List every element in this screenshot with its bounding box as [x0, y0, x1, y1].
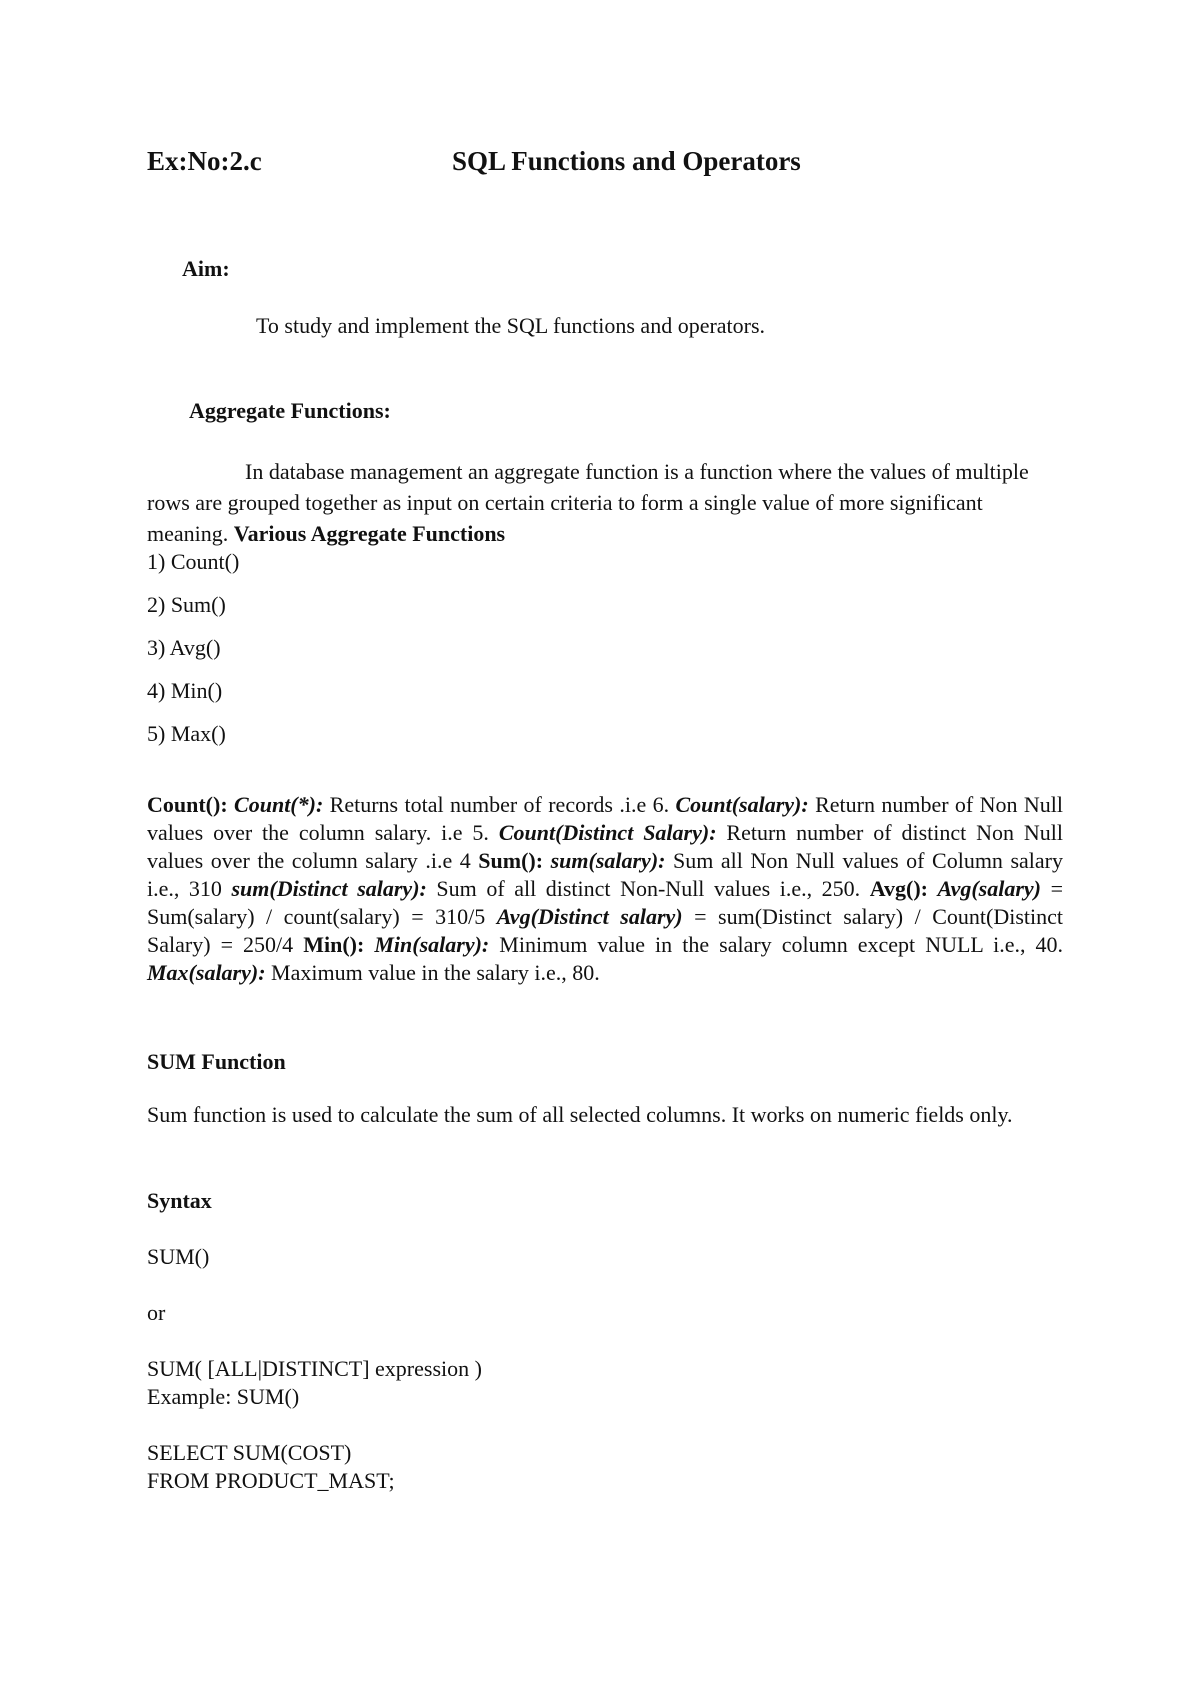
- aggregate-intro: [147, 456, 1063, 549]
- min-salary-term: Min(salary):: [374, 932, 490, 957]
- avg-salary-text: = Sum(salary) / count(salary) = 310/5: [147, 876, 1063, 929]
- syntax-line: SUM( [ALL|DISTINCT] expression ): [147, 1356, 482, 1381]
- list-item: 4) Min(): [147, 678, 223, 703]
- syntax-label: Syntax: [147, 1188, 212, 1213]
- list-item: 3) Avg(): [147, 635, 221, 660]
- count-star-text: Returns total number of records .i.e 6.: [323, 792, 676, 817]
- count-distinct-term: Count(Distinct Salary):: [498, 820, 717, 845]
- syntax-or: or: [147, 1300, 166, 1325]
- count-star-term: Count(*):: [234, 792, 324, 817]
- max-salary-text: Maximum value in the salary i.e., 80.: [265, 960, 600, 985]
- sum-distinct-text: Sum of all distinct Non-Null values i.e., 250.: [426, 876, 870, 901]
- aggregate-heading: Aggregate Functions:: [189, 398, 391, 423]
- sum-function-description: Sum function is used to calculate the sum of all selected columns. It works on numeric fields only.: [147, 1102, 1013, 1127]
- count-label: Count():: [147, 792, 228, 817]
- sum-distinct-term: sum(Distinct salary):: [231, 876, 427, 901]
- avg-distinct-text: = sum(Distinct salary) / Count(Distinct Salary) = 250/4: [147, 904, 1063, 957]
- max-salary-term: Max(salary):: [147, 960, 266, 985]
- syntax-line: SUM(): [147, 1244, 210, 1269]
- exercise-number: Ex:No:2.c: [147, 146, 262, 176]
- aim-label: Aim:: [182, 256, 230, 281]
- count-distinct-text: Return number of distinct Non Null values over the column salary .i.e 4: [147, 820, 1064, 873]
- aim-text: To study and implement the SQL functions and operators.: [256, 313, 766, 338]
- aggregate-intro-text: In database management an aggregate function is a function where the values of multiple rows are grouped together as input on certain criteria to form a single value of more significant meaning.: [147, 459, 1029, 546]
- avg-distinct-term: Avg(Distinct salary): [496, 904, 683, 929]
- min-salary-text: Minimum value in the salary column except NULL i.e., 40.: [489, 932, 1064, 957]
- example-line: Example: SUM(): [147, 1384, 300, 1409]
- list-item: 2) Sum(): [147, 592, 226, 617]
- page-title: SQL Functions and Operators: [452, 146, 801, 176]
- sum-salary-term: sum(salary):: [550, 848, 666, 873]
- min-label: Min():: [303, 932, 365, 957]
- functions-description: [147, 791, 1063, 987]
- query-line: SELECT SUM(COST): [147, 1440, 352, 1465]
- avg-label: Avg():: [869, 876, 928, 901]
- query-line: FROM PRODUCT_MAST;: [147, 1468, 395, 1493]
- avg-salary-term: Avg(salary): [937, 876, 1042, 901]
- list-item: 5) Max(): [147, 721, 226, 746]
- various-heading: Various Aggregate Functions: [233, 521, 506, 546]
- sum-function-heading: SUM Function: [147, 1049, 286, 1074]
- list-item: 1) Count(): [147, 549, 240, 574]
- sum-label: Sum():: [478, 848, 544, 873]
- count-salary-text: Return number of Non Null values over the column salary. i.e 5.: [147, 792, 1063, 845]
- count-salary-term: Count(salary):: [675, 792, 809, 817]
- sum-salary-text: Sum all Non Null values of Column salary i.e., 310: [147, 848, 1063, 901]
